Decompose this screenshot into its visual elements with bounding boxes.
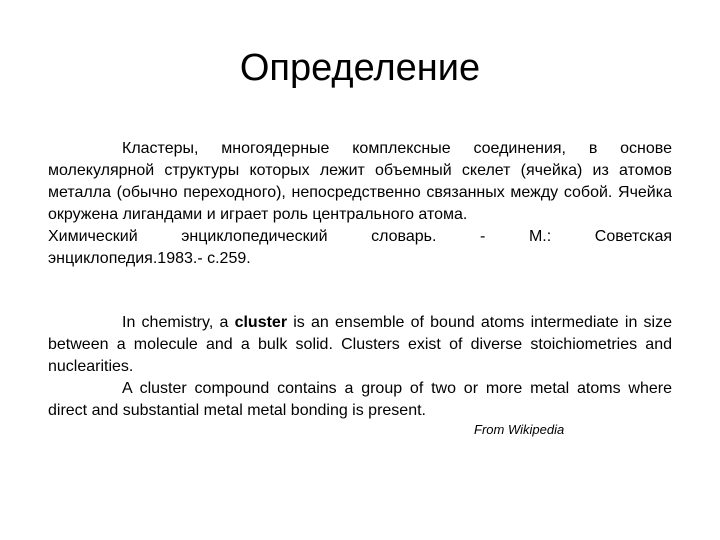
slide-title: Определение <box>239 47 481 89</box>
english-paragraph-2: A cluster compound contains a group of two or more metal atoms where direct and substantial metal metal bonding is present. <box>48 380 672 419</box>
english-definition-block <box>48 312 672 422</box>
english-p1-before: In chemistry, a <box>122 314 235 331</box>
english-p1-after: is an ensemble of bound atoms intermediate in size between a molecule and a bulk solid. Clusters exist of diverse stoichiometries and nuclearities. <box>48 314 672 375</box>
russian-citation-line-1: Химический энциклопедический словарь. - М.: Советская <box>48 228 672 245</box>
english-paragraph-1 <box>48 312 672 378</box>
russian-definition: Кластеры, многоядерные комплексные соединения, в основе молекулярной структуры которых лежит объемный скелет (ячейка) из атомов металла (обычно переходного), непосредственно связанных между собой. Ячейка окружена лигандами и играет роль центрального атома. <box>48 140 672 223</box>
russian-definition-block <box>48 138 672 270</box>
russian-citation-line-2: энциклопедия.1983.- с.259. <box>48 250 251 267</box>
source-attribution: From Wikipedia <box>474 422 565 437</box>
cluster-term: cluster <box>234 314 288 331</box>
